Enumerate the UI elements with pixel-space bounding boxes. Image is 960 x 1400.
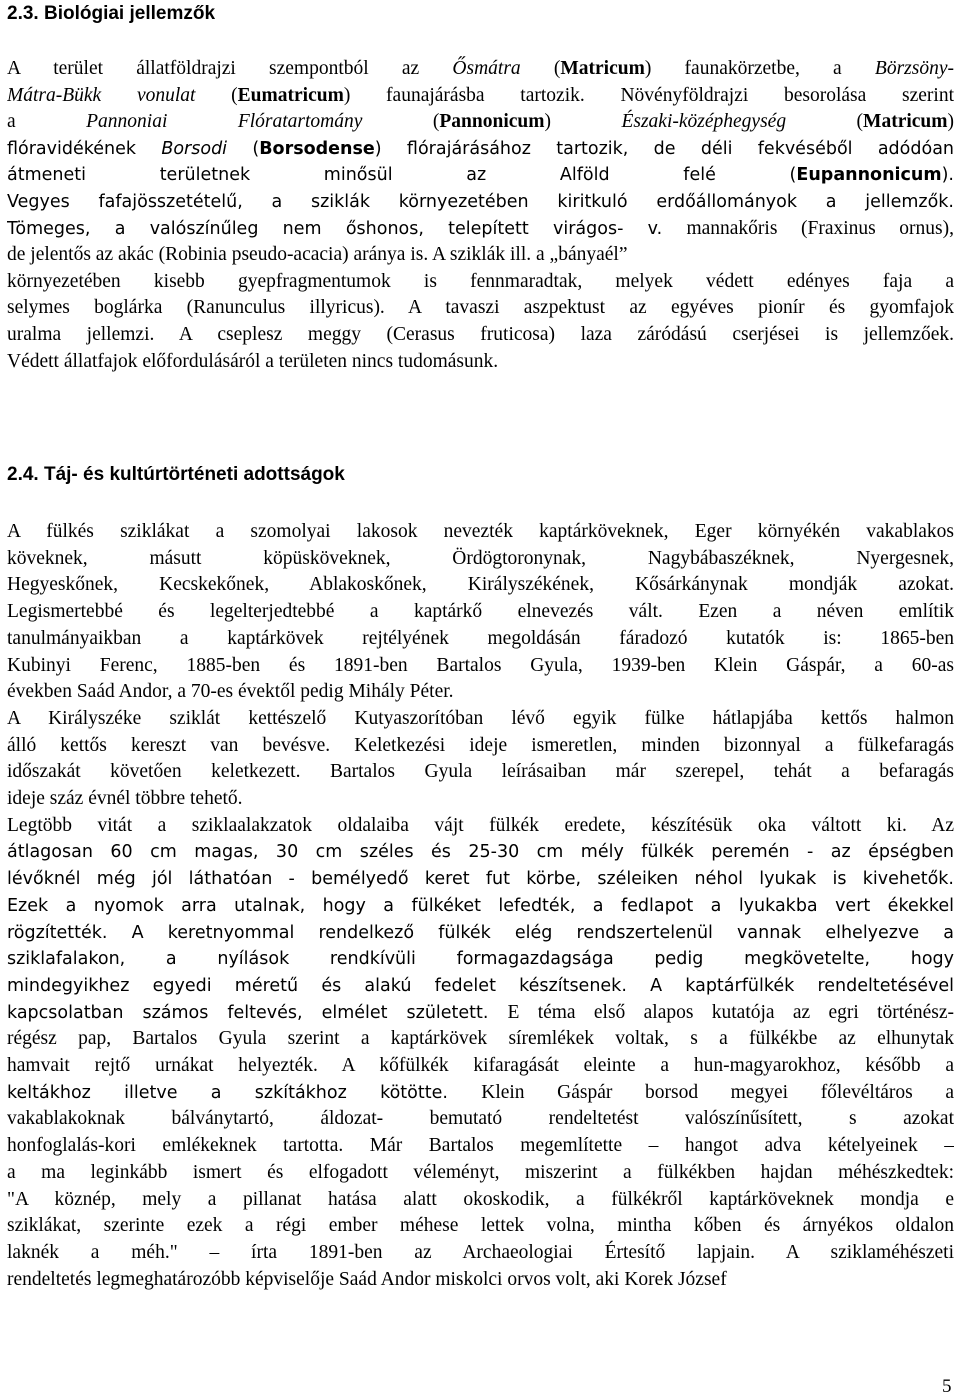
text-run: időszakát követően keletkezett. Bartalos Gyula leírásaiban már szerepel, tehát a befaragás [7,761,954,783]
text-run: Borsodense [259,138,375,159]
text-run: sziklákat, szerinte ezek a régi ember méhese lettek volna, mintha kőben és árnyékos oldalon [7,1215,954,1237]
text-line [7,1080,954,1106]
text-run: Védett állatfajok előfordulásáról a területen nincs tudomásunk. [7,350,499,372]
text-run: a [7,111,87,133]
text-line [7,322,954,348]
text-run: vakablakoknak bálványtartó, áldozat- bemutató rendeltetést valószínűsített, s azokat [7,1108,954,1130]
text-run: ) [947,111,954,133]
text-line [7,946,954,972]
text-run: Matricum [560,58,645,79]
text-run: Klein Gáspár borsod megyei főlevéltáros a [481,1081,954,1103]
text-line [7,839,954,865]
text-line [7,866,954,892]
text-run: Eupannonicum [796,165,942,186]
section-title: Táj- és kultúrtörténeti adottságok [43,464,345,485]
text-line [7,349,954,375]
text-run: álló kettős kereszt van bevésve. Keletkezési ideje ismeretlen, minden bizonnyal a fülkefaragás [7,734,954,756]
text-run: tanulmányaikban a kaptárkövek rejtélyének megoldásán fáradozó kutatók is: 1865-ben [7,627,954,649]
text-run: Legismertebbé és legelterjedtebbé a kaptárkő elnevezés vált. Ezen a néven említik [7,601,954,623]
text-run: ) faunakörzetbe, a [644,58,875,79]
text-run: rögzítették. A keretnyommal rendelkező fülkék elég rendszertelenül vannak elhelyezve a [7,922,954,943]
text-run: években Saád Andor, a 70-es évektől pedig Mihály Péter. [7,681,454,703]
text-line [7,1106,954,1132]
text-run: "A köznép, mely a pillanat hatása alatt okoskodik, a fülkékről kaptárköveknek mondja e [7,1188,954,1210]
text-line [7,546,954,572]
page-number: 5 [942,1376,952,1397]
text-run: ( [195,84,238,106]
text-run: laknék a méh." – írta 1891-ben az Archaeologiai Értesítő lapjain. A sziklaméhészeti [7,1241,954,1263]
text-run: lévőknél még jól láthatóan - bemélyedő keret fut körbe, széleiken néhol lyukak is kivehetők. [7,869,954,890]
text-run: Mátra-Bükk vonulat [7,84,196,106]
text-run: E téma első alapos kutatója az egri történész- [507,1001,954,1023]
text-line [7,109,954,135]
text-line [7,1240,954,1266]
text-line [7,599,954,625]
text-line [7,83,954,109]
text-run: kapcsolatban számos feltevés, elmélet született. [7,1002,508,1023]
text-line [7,759,954,785]
text-line [7,973,954,999]
text-line [7,813,954,839]
text-run: flóravidékének [7,138,162,159]
text-run: átmeneti területnek minősül az Alföld felé ( [7,165,797,186]
text-line [7,572,954,598]
text-line [7,653,954,679]
text-line [7,786,954,812]
text-run: Hegyeskőnek, Kecskekőnek, Ablakoskőnek, Királyszékének, Kősárkánynak mondják azokat. [7,574,954,596]
text-run: honfoglalás-kori emlékeknek tartotta. Már Bartalos megemlítette – hangot adva kételyeinek – [7,1135,954,1157]
text-run: selymes boglárka (Ranunculus illyricus). A tavaszi aszpektust az egyéves pionír és gyomfajok [7,297,954,319]
text-line [7,56,954,82]
text-run: A fülkés sziklákat a szomolyai lakosok nevezték kaptárköveknek, Eger környékén vakablakos [7,521,954,542]
section-number: 2.4. [7,464,39,485]
text-line [7,242,954,268]
text-run: A terület állatföldrajzi szempontból az [7,58,453,79]
text-run: uralma jellemzi. A cseplesz meggy (Cerasus fruticosa) laza záródású cserjései is jellemzőek. [7,324,954,345]
text-line [7,1213,954,1239]
text-line [7,1000,954,1026]
text-run: rendeltetés legmeghatározóbb képviselője Saád Andor miskolci orvos volt, aki Korek József [7,1268,727,1290]
text-run: ( [520,58,561,79]
text-run: ideje száz évnél többre tehető. [7,788,243,809]
text-line [7,162,954,188]
text-line [7,1133,954,1159]
text-run: Legtöbb vitát a sziklaalakzatok oldalaiba vájt fülkék eredete, készítésük oka váltott ki. Az [7,814,954,836]
text-line [7,1267,954,1293]
text-run: Északi-középhegység [621,111,787,133]
section-title: Biológiai jellemzők [43,3,216,24]
text-line [7,679,954,705]
text-run: ) faunajárásba tartozik. Növényföldrajzi besorolása szerint [343,84,954,106]
text-run: Kubinyi Ferenc, 1885-ben és 1891-ben Bartalos Gyula, 1939-ben Klein Gáspár, a 60-as [7,654,954,676]
text-run: Tömeges, a valószínűleg nem őshonos, telepített virágos- v. [7,218,687,239]
text-run: Vegyes fafajösszetételű, a sziklák környezetében kiritkuló erdőállományok a jellemzők. [7,192,954,212]
text-line [7,1160,954,1186]
text-run: Ősmátra [452,58,521,79]
text-line [7,733,954,759]
text-line [7,1026,954,1052]
text-run: Pannonicum [439,111,545,133]
text-line [7,1187,954,1213]
text-run: mindegyikhez egyedi méretű és alakú fedelet készítsenek. A kaptárfülkék rendeltetésével [7,975,954,996]
text-line [7,136,954,162]
section-number: 2.3. [7,3,39,24]
text-run: Borsodi [161,138,228,159]
text-line [7,189,954,215]
text-run: ( [227,138,260,159]
text-run: környezetében kisebb gyepfragmentumok is fennmaradtak, melyek védett edényes faja a [7,270,954,292]
text-line [7,519,954,545]
text-run: ( [786,111,864,133]
text-line [7,706,954,732]
text-run: Matricum [863,111,948,133]
text-run: Ezek a nyomok arra utalnak, hogy a fülkéket lefedték, a fedlapot a lyukakba vert ékekkel [7,895,954,916]
text-run: sziklafalakon, a nyílások rendkívüli formagazdagsága pedig megkövetelte, hogy [7,949,954,970]
text-run: ( [362,111,440,133]
text-run: de jelentős az akác (Robinia pseudo-acacia) aránya is. A sziklák ill. a „bányaél” [7,244,628,266]
text-line [7,269,954,295]
text-run: Börzsöny- [874,58,954,79]
text-line [7,893,954,919]
text-run: mannakőris (Fraxinus ornus), [686,217,954,239]
text-run: ). [941,165,954,186]
text-run: A Királyszéke sziklát kettészelő Kutyaszorítóban lévő egyik fülke hátlapjába kettős halmon [7,707,954,729]
text-run: átlagosan 60 cm magas, 30 cm széles és 25-30 cm mély fülkék peremén - az épségben [7,842,954,863]
section-heading-landscape-history [7,463,947,487]
text-line [7,920,954,946]
text-run: ) flórajárásához tartozik, de déli fekvéséből adódóan [374,138,954,159]
text-run: a ma leginkább ismert és elfogadott véleményt, miszerint a fülkékben hajdan méhészkedtek: [7,1161,954,1183]
text-run: régész pap, Bartalos Gyula szerint a kaptárkövek síremlékek voltak, s a fülkékbe az elhunytak [7,1028,954,1050]
text-line [7,216,954,242]
text-run: köveknek, másutt köpüsköveknek, Ördögtoronynak, Nagybábaszéknek, Nyergesnek, [7,547,954,569]
text-line [7,295,954,321]
section-heading-biological [7,2,947,26]
text-run: Pannoniai Flóratartomány [86,111,363,133]
text-line [7,626,954,652]
text-run: ) [544,111,622,133]
text-line [7,1053,954,1079]
text-run: Eumatricum [237,84,344,106]
text-run: hamvait rejtő urnákat helyezték. A kőfülkék kifaragását eleinte a hun-magyarokhoz, később a [7,1055,954,1076]
text-run: keltákhoz illetve a szkítákhoz kötötte. [7,1082,482,1103]
